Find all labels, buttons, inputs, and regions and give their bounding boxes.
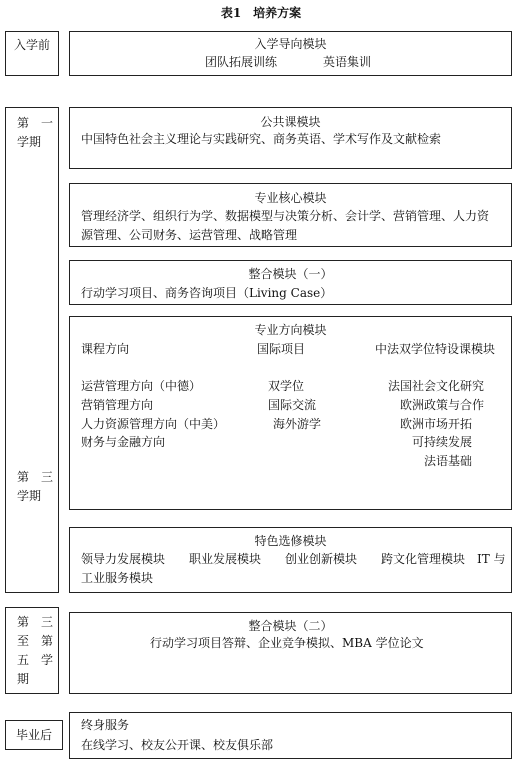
stage-label: 期 xyxy=(17,672,30,686)
stage-semester-1-3 xyxy=(5,107,59,593)
stage-label: 入学前 xyxy=(13,38,50,52)
orientation-module xyxy=(69,31,512,76)
stage-label: 学期 xyxy=(17,489,42,503)
module-content: 源管理、公司财务、运营管理、战略管理 xyxy=(81,228,298,242)
column-heading: 课程方向 xyxy=(81,342,130,356)
module-heading: 专业核心模块 xyxy=(254,191,327,205)
electives-module xyxy=(69,527,512,593)
list-item: 可持续发展 xyxy=(412,435,473,449)
stage-post-graduation xyxy=(5,720,63,750)
list-item: 法国社会文化研究 xyxy=(388,379,485,393)
module-content: 领导力发展模块 职业发展模块 创业创新模块 跨文化管理模块 IT 与 xyxy=(81,552,506,566)
module-heading: 专业方向模块 xyxy=(254,323,327,337)
public-course-module xyxy=(69,107,512,169)
list-item: 欧洲市场开拓 xyxy=(400,417,473,431)
stage-label: 五 学 xyxy=(17,653,54,667)
direction-module xyxy=(69,316,512,510)
orientation-item: 英语集训 xyxy=(323,55,372,69)
stage-label: 第 三 xyxy=(17,615,54,629)
stage-label: 第 一 xyxy=(17,116,54,130)
module-heading: 入学导向模块 xyxy=(254,37,327,51)
list-item: 人力资源管理方向（中美） xyxy=(81,417,226,431)
module-heading: 整合模块（二） xyxy=(248,619,333,633)
stage-label: 至 第 xyxy=(17,634,54,648)
column-heading: 国际项目 xyxy=(257,342,306,356)
module-content: 行动学习项目答辩、企业竞争模拟、MBA 学位论文 xyxy=(150,636,424,650)
module-content: 管理经济学、组织行为学、数据模型与决策分析、会计学、营销管理、人力资 xyxy=(81,209,490,223)
module-heading: 特色选修模块 xyxy=(254,534,327,548)
module-heading: 公共课模块 xyxy=(260,115,321,129)
module-heading: 整合模块（一） xyxy=(248,267,333,281)
table-title: 表1 培养方案 xyxy=(220,6,302,20)
list-item: 财务与金融方向 xyxy=(81,435,166,449)
module-content: 在线学习、校友公开课、校友俱乐部 xyxy=(81,738,274,752)
list-item: 国际交流 xyxy=(268,398,317,412)
stage-semester-3-5 xyxy=(5,607,59,694)
list-item: 海外游学 xyxy=(273,417,322,431)
integration-module-1 xyxy=(69,260,512,305)
stage-label: 学期 xyxy=(17,135,42,149)
stage-label: 毕业后 xyxy=(15,728,52,742)
list-item: 欧洲政策与合作 xyxy=(400,398,485,412)
list-item: 法语基础 xyxy=(424,454,473,468)
module-content: 中国特色社会主义理论与实践研究、商务英语、学术写作及文献检索 xyxy=(81,132,442,146)
module-content: 工业服务模块 xyxy=(81,571,154,585)
orientation-item: 团队拓展训练 xyxy=(205,55,278,69)
stage-pre-enrollment xyxy=(5,31,59,76)
list-item: 营销管理方向 xyxy=(81,398,154,412)
stage-label: 第 三 xyxy=(17,470,54,484)
column-heading: 中法双学位特设课模块 xyxy=(375,342,496,356)
list-item: 运营管理方向（中德） xyxy=(81,379,202,393)
module-heading: 终身服务 xyxy=(81,718,130,732)
core-module xyxy=(69,183,512,247)
list-item: 双学位 xyxy=(268,379,305,393)
integration-module-2 xyxy=(69,612,512,694)
lifelong-service-module xyxy=(69,712,512,759)
module-content: 行动学习项目、商务咨询项目（Living Case） xyxy=(81,286,333,300)
